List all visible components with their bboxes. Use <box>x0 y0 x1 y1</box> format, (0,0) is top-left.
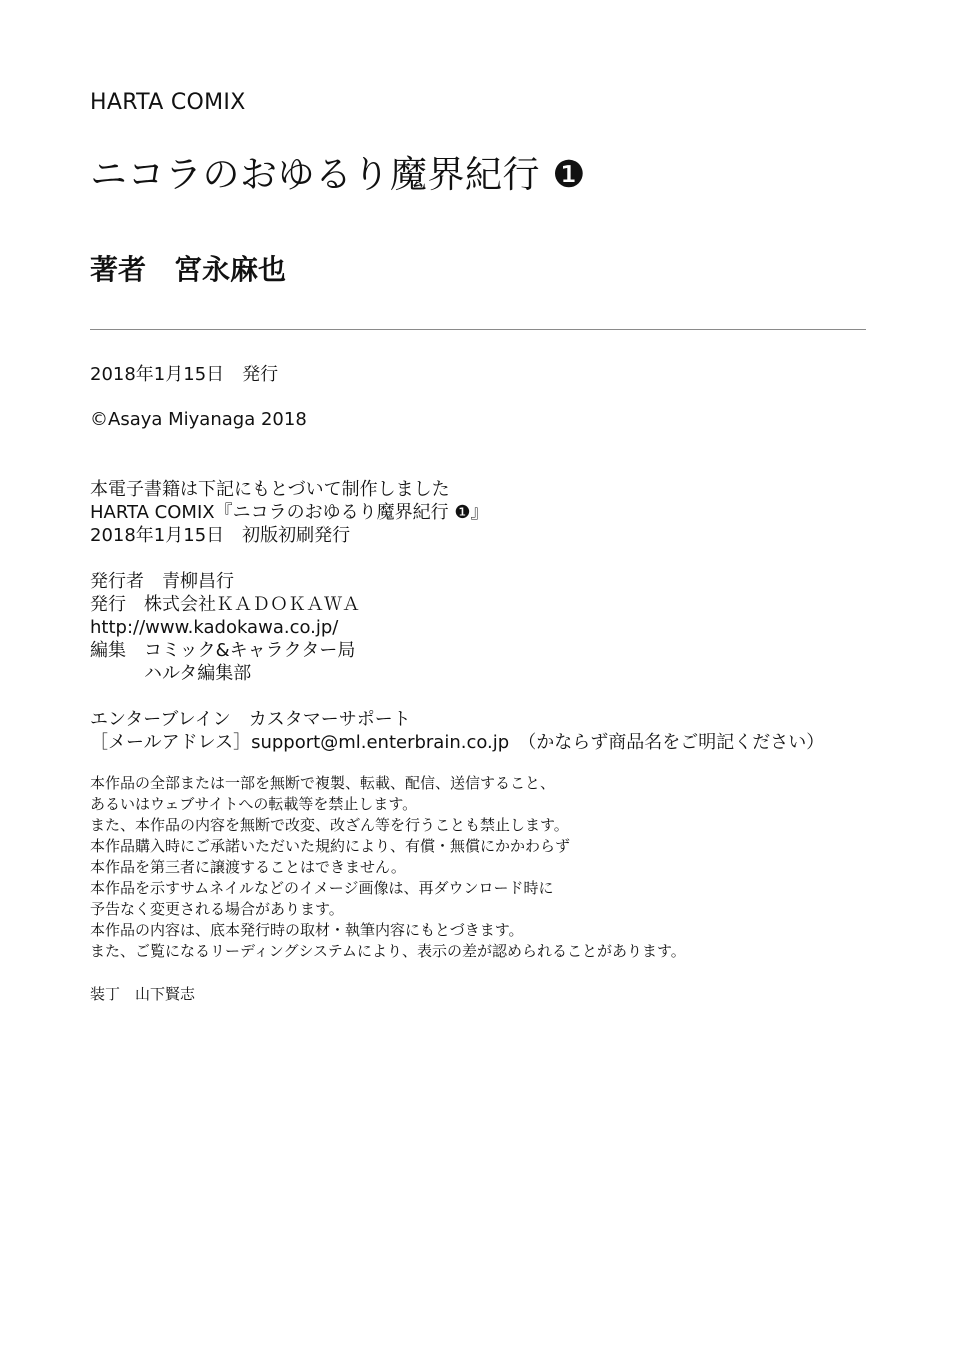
source-line: 2018年1月15日 初版初刷発行 <box>90 525 351 546</box>
notice-line: 本作品購入時にご承諾いただいた規約により、有償・無償にかかわらず <box>90 837 571 855</box>
notice-line: 本作品の全部または一部を無断で複製、転載、配信、送信すること、 <box>90 774 556 792</box>
publisher-line: 発行者 青柳昌行 <box>90 571 234 592</box>
publication-date: 2018年1月15日 発行 <box>90 364 279 385</box>
imprint-label: HARTA COMIX <box>90 90 246 115</box>
notice-line: また、ご覧になるリーディングシステムにより、表示の差が認められることがあります。 <box>90 942 686 960</box>
notice-line: 本作品を第三者に譲渡することはできません。 <box>90 858 406 876</box>
notice-line: 本作品の内容は、底本発行時の取材・執筆内容にもとづきます。 <box>90 921 524 939</box>
notice-line: 本作品を示すサムネイルなどのイメージ画像は、再ダウンロード時に <box>90 879 554 897</box>
editor-dept: ハルタ編集部 <box>144 663 252 684</box>
source-line: HARTA COMIX『ニコラのおゆるり魔界紀行 ❶』 <box>90 502 489 523</box>
author-line <box>90 253 287 286</box>
notice-line: あるいはウェブサイトへの転載等を禁止します。 <box>90 795 418 813</box>
publisher-line: 発行 株式会社ＫＡＤＯＫＡＷＡ <box>90 594 360 615</box>
copyright-notice: ©Asaya Miyanaga 2018 <box>90 409 307 430</box>
author-label: 著者 <box>90 253 147 286</box>
notice-line: 予告なく変更される場合があります。 <box>90 900 344 918</box>
editor-line: 編集 コミック&キャラクター局 <box>90 640 356 661</box>
author-name: 宮永麻也 <box>174 253 287 286</box>
book-title: ニコラのおゆるり魔界紀行 ❶ <box>90 153 586 196</box>
notice-line: また、本作品の内容を無断で改変、改ざん等を行うことも禁止します。 <box>90 816 569 834</box>
source-line: 本電子書籍は下記にもとづいて制作しました <box>90 479 450 500</box>
design-credit: 装丁 山下賢志 <box>90 985 196 1003</box>
support-email-line: ［メールアドレス］support@ml.enterbrain.co.jp （かならず商品名をご明記ください） <box>90 732 825 753</box>
support-line: エンターブレイン カスタマーサポート <box>90 709 411 730</box>
publisher-url: http://www.kadokawa.co.jp/ <box>90 617 339 638</box>
divider-rule <box>90 329 866 330</box>
